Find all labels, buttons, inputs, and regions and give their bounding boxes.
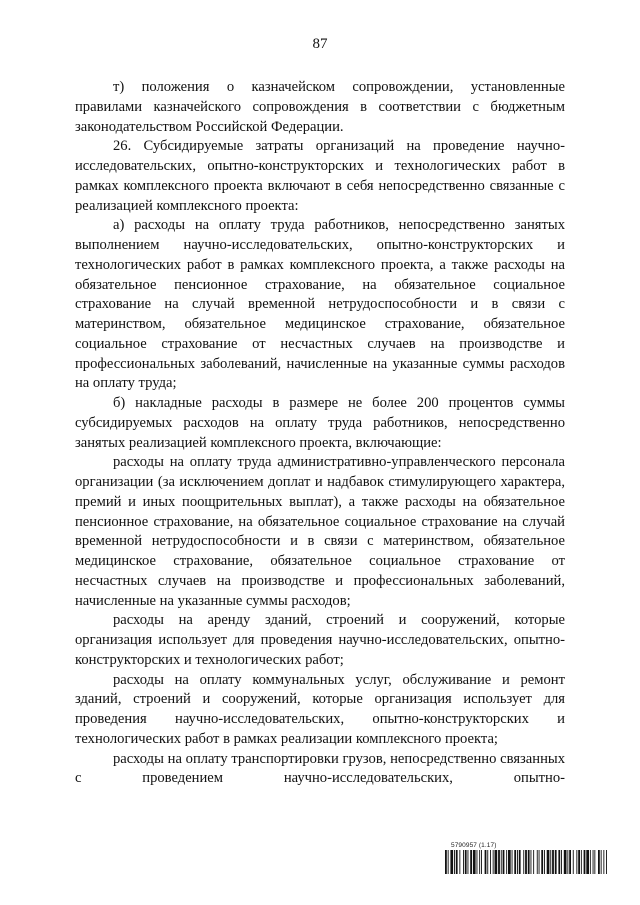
barcode-bar [519,850,521,874]
document-code: 5790957 (1.17) [451,842,497,849]
barcode-bar [470,850,472,874]
barcode-bar [506,850,507,874]
barcode-bar [508,850,511,874]
barcode-bar [590,850,591,874]
paragraph-item-b: б) накладные расходы в размере не более 200 процентов суммы субсидируемых расходов на оплату труда работников, непосредственно занятых реализацией комплексного проекта, включающие: [75,395,565,451]
barcode-bar [463,850,464,874]
barcode-bar [584,850,586,874]
barcode-bar [533,850,534,874]
barcode-bar [555,850,557,874]
barcode-bar [594,850,595,874]
barcode-bar [487,850,488,874]
barcode-bar [493,850,494,874]
barcode-bar [523,850,524,874]
document-footer [445,842,607,874]
barcode-bar [578,850,580,874]
paragraph-item-t: т) положения о казначейском сопровождении, установленные правилами казначейского сопровождения в соответствии с бюджетным законодательством Российской Федерации. [75,79,565,135]
barcode-bar [456,850,458,874]
barcode-bar [468,850,469,874]
barcode-bar [479,850,480,874]
barcode-bar [501,850,502,874]
barcode-bar [490,850,491,874]
paragraph-utilities: расходы на оплату коммунальных услуг, обслуживание и ремонт зданий, строений и сооружений, которые организация использует для проведения научно-исследовательских, опытно-конструкторских и технологических работ в рамках реализации комплексного проекта; [75,671,565,747]
barcode-bar [477,850,478,874]
document-body [75,78,565,789]
barcode-bar [445,850,447,874]
barcode-bar [517,850,518,874]
barcode-bar [598,850,600,874]
barcode-bar [586,850,589,874]
barcode-bar [567,850,568,874]
paragraph-clause-26: 26. Субсидируемые затраты организаций на проведение научно-исследовательских, опытно-конструкторских и технологических работ в рамках комплексного проекта включают в себя непосредственно связанные с реализацией комплексного проекта: [75,138,565,214]
paragraph-admin-salary: расходы на оплату труда административно-управленческого персонала организации (за исключением доплат и надбавок стимулирующего характера, премий и иных поощрительных выплат), а также расходы на обязательное пенсионное страхование, на обязательное социальное страхование на случай временной нетрудоспособности и в связи с материнством, обязательное медицинское страхование, обязательное социальное страхование от несчастных случаев на производстве и профессиональных заболеваний, начисленные на указанные суммы расходов; [75,454,565,609]
barcode-bar [552,850,554,874]
barcode-bar [550,850,551,874]
barcode-icon [445,850,607,874]
barcode-bar [498,850,500,874]
barcode-bar [525,850,527,874]
barcode-bar [473,850,476,874]
barcode-bar [603,850,604,874]
barcode-bar [459,850,460,874]
paragraph-item-a: а) расходы на оплату труда работников, непосредственно занятых выполнением научно-исследовательских, опытно-конструкторских и технологических работ в рамках комплексного проекта, а также расходы на обязательное пенсионное страхование, на обязательное социальное страхование на случай временной нетрудоспособности и в связи с материнством, обязательное медицинское страхование, обязательное социальное страхование от несчастных случаев на производстве и профессиональных заболеваний, начисленные на указанные суммы расходов на оплату труда; [75,217,565,392]
barcode-bar [593,850,594,874]
barcode-bar [606,850,607,874]
barcode-bar [547,850,550,874]
barcode-bar [558,850,560,874]
barcode-bar [528,850,530,874]
barcode-bar [581,850,582,874]
barcode-bar [541,850,543,874]
barcode-bar [454,850,455,874]
barcode-bar [448,850,449,874]
barcode-bar [564,850,567,874]
barcode-bar [450,850,453,874]
barcode-bar [537,850,538,874]
barcode-bar [503,850,505,874]
paragraph-rent: расходы на аренду зданий, строений и сооружений, которые организация использует для проведения научно-исследовательских, опытно-конструкторских и технологических работ; [75,612,565,668]
barcode-bar [561,850,562,874]
barcode-bar [601,850,602,874]
barcode-bar [514,850,516,874]
barcode-bar [465,850,467,874]
barcode-bar [573,850,574,874]
page-number: 87 [312,36,328,52]
barcode-bar [512,850,513,874]
barcode-bar [576,850,577,874]
barcode-bar [495,850,498,874]
barcode-bar [569,850,571,874]
paragraph-transport: расходы на оплату транспортировки грузов, непосредственно связанных с проведением научно-исследовательских, опытно- [75,750,565,787]
barcode-bar [481,850,482,874]
barcode-bar [544,850,545,874]
barcode-bar [531,850,532,874]
barcode-bar [485,850,487,874]
barcode-bar [539,850,540,874]
